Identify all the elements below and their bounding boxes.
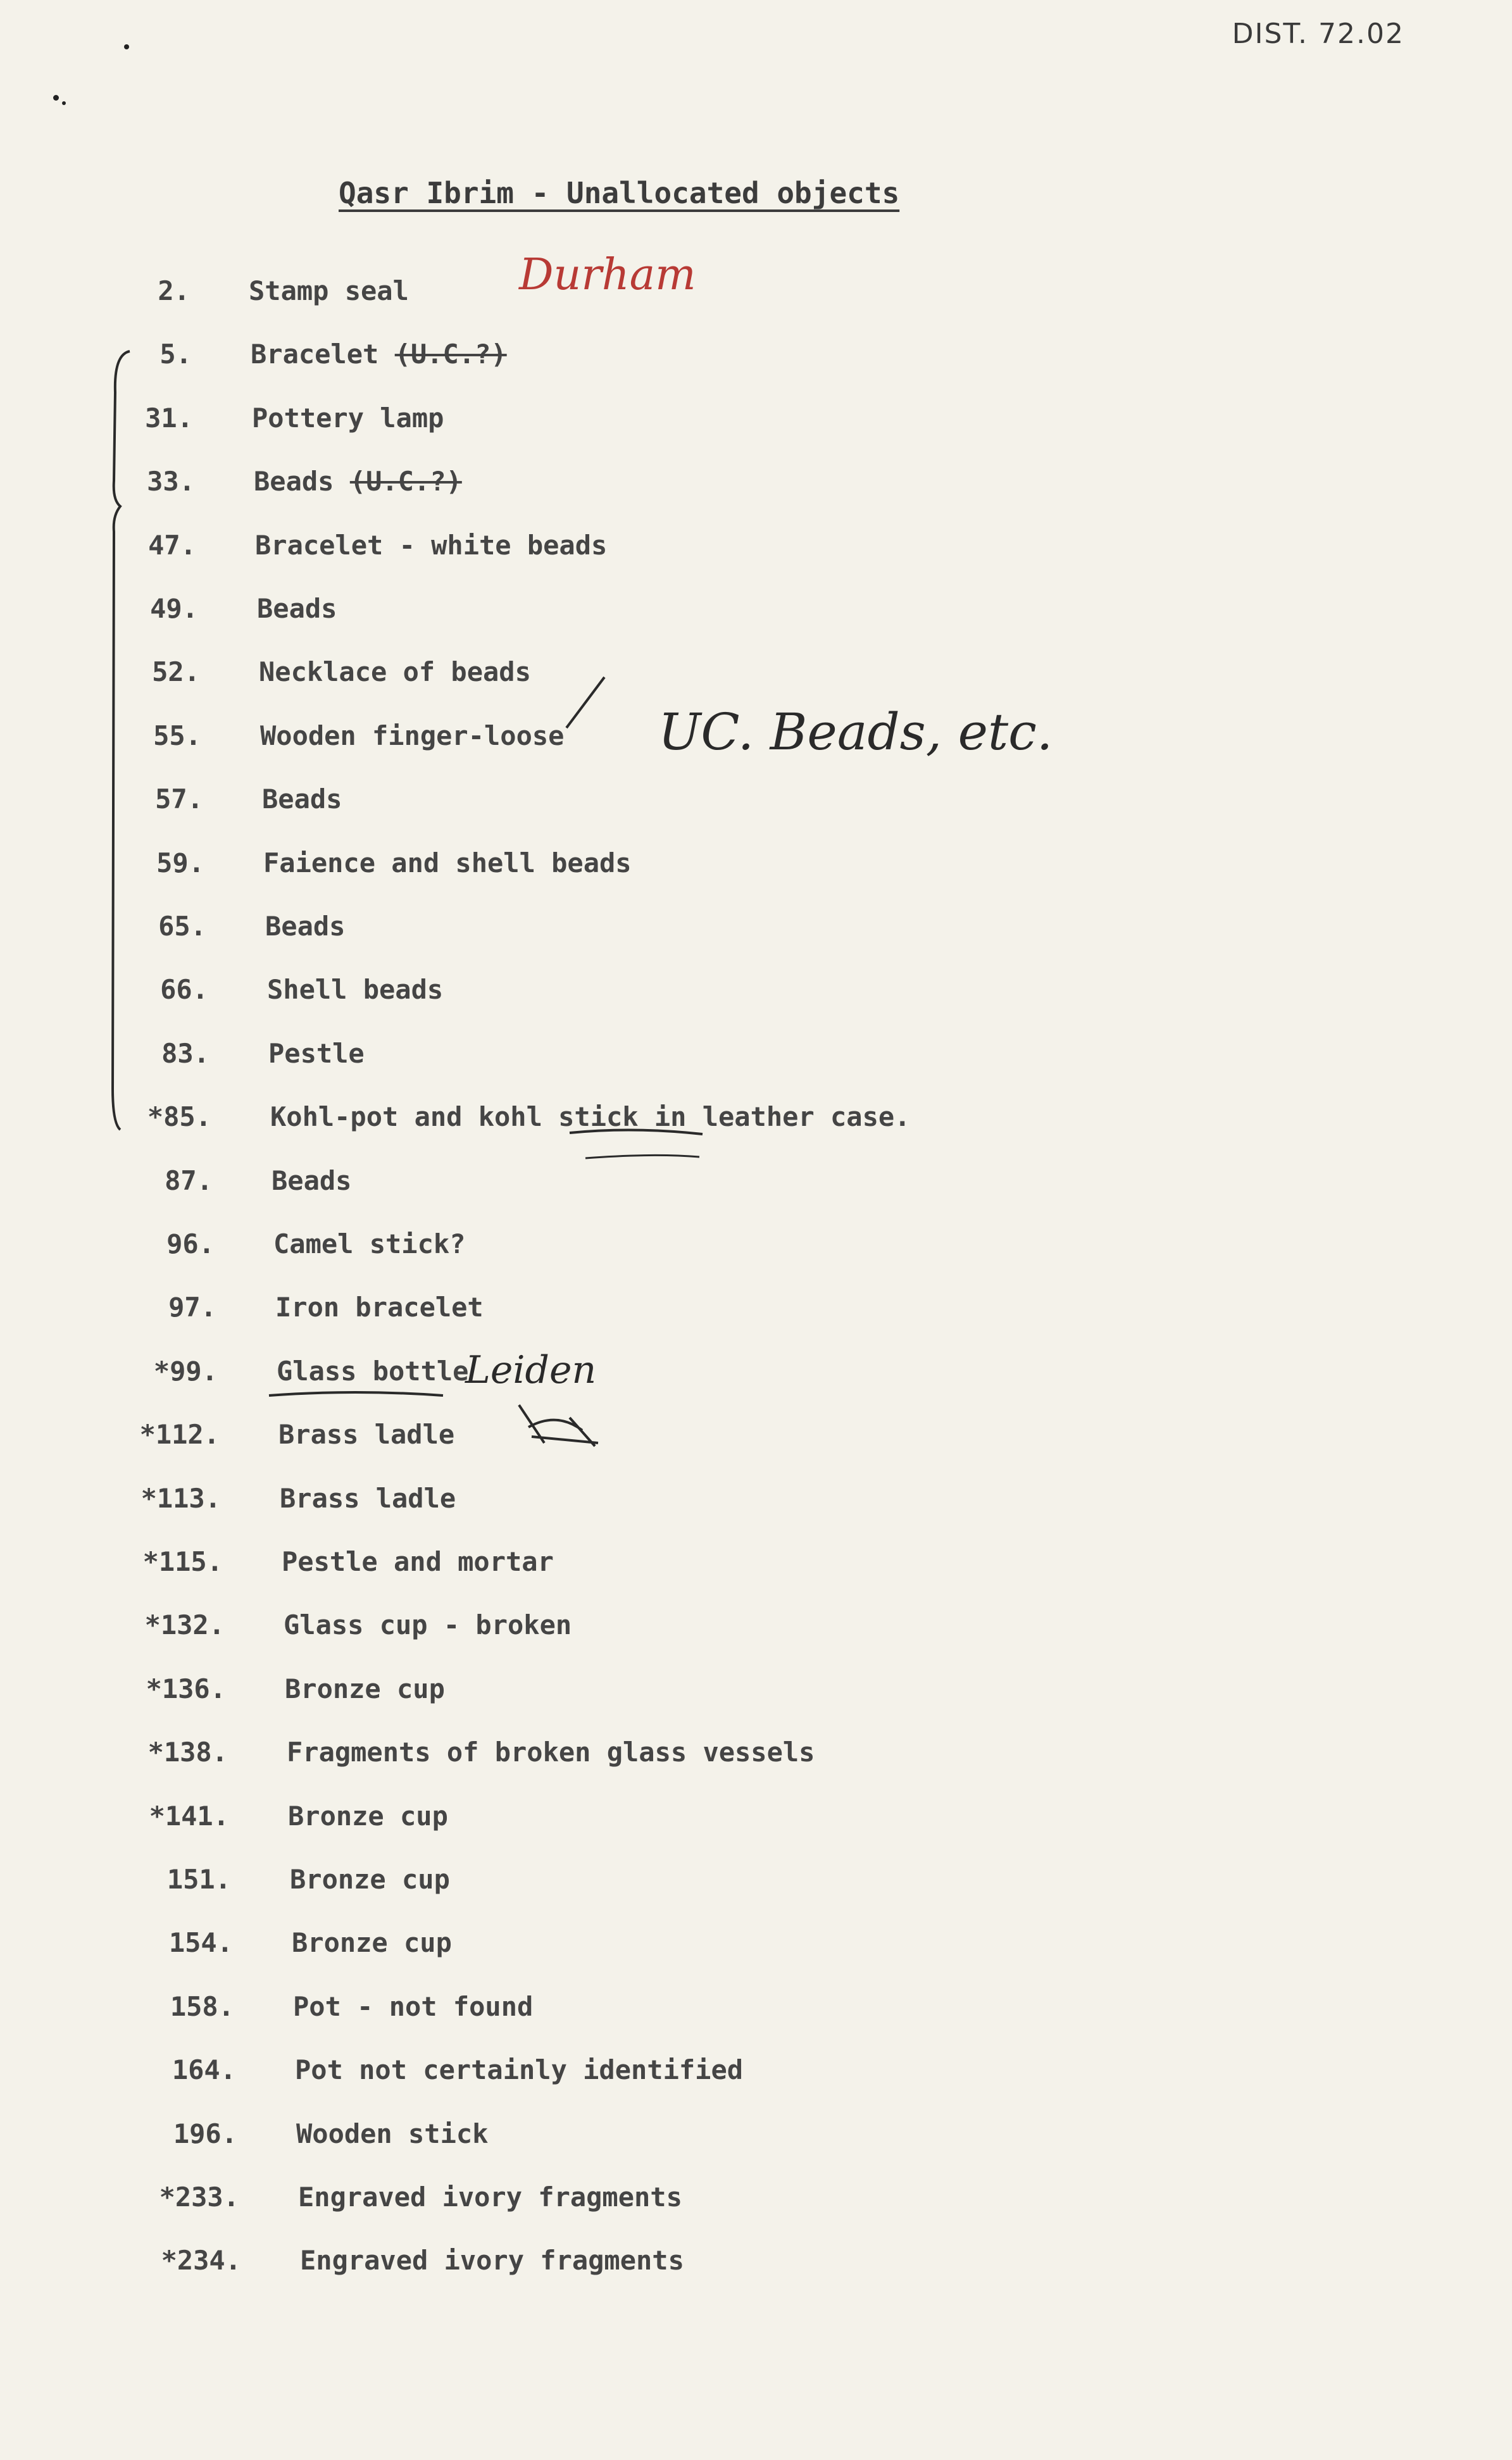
item-number: 55. [153, 720, 201, 751]
item-number: *136. [146, 1673, 226, 1704]
underline-mark [269, 1392, 443, 1395]
handwritten-note-leiden: Leiden [465, 1348, 597, 1392]
paper-speck [124, 44, 129, 49]
item-description: Pestle [268, 1037, 365, 1069]
item-description: Pestle and mortar [282, 1546, 554, 1577]
item-number: *85. [147, 1101, 211, 1133]
item-description: Pot - not found [293, 1990, 534, 2022]
item-number: 47. [148, 529, 196, 561]
item-description: Beads [257, 593, 337, 624]
item-description: Engraved ivory fragments [300, 2245, 684, 2276]
item-number: *132. [144, 1609, 225, 1641]
item-number: *99. [153, 1355, 218, 1387]
item-number: 49. [150, 593, 198, 624]
item-description: Stamp seal [249, 275, 409, 306]
item-description: Beads [254, 466, 334, 497]
scribble-mark [519, 1405, 598, 1446]
item-number: 2. [158, 275, 190, 306]
page-title: Qasr Ibrim - Unallocated objects [339, 176, 900, 210]
item-description: Shell beads [267, 974, 444, 1006]
item-description: Glass cup - broken [284, 1609, 572, 1641]
paper-speck [62, 101, 66, 105]
item-description: Fragments of broken glass vessels [287, 1737, 815, 1768]
item-description: Iron bracelet [275, 1292, 484, 1323]
item-description: Bronze cup [290, 1864, 450, 1895]
tick-mark [566, 677, 604, 728]
item-number: *112. [139, 1419, 220, 1451]
item-description: Kohl-pot and kohl stick in leather case. [270, 1101, 911, 1133]
item-description: Bracelet - white beads [255, 529, 608, 561]
item-number: 196. [173, 2118, 237, 2149]
item-description: Pot not certainly identified [295, 2054, 744, 2086]
item-description: Necklace of beads [259, 656, 531, 688]
item-number: 83. [161, 1037, 209, 1069]
archive-reference: DIST. 72.02 [1232, 18, 1404, 50]
item-number: 164. [172, 2054, 236, 2086]
item-number: 87. [165, 1164, 213, 1196]
item-description: Wooden stick [296, 2118, 489, 2149]
paper-speck [53, 95, 59, 101]
item-description: Engraved ivory fragments [298, 2182, 682, 2213]
item-description: Bronze cup [288, 1800, 448, 1832]
item-number: 5. [159, 339, 192, 370]
item-description: Beads [272, 1164, 352, 1196]
item-number: 57. [155, 784, 203, 815]
item-description: Bronze cup [292, 1927, 452, 1959]
handwritten-note-uc-beads: UC. Beads, etc. [658, 702, 1053, 761]
item-number: 59. [156, 847, 204, 878]
item-description: Camel stick? [273, 1228, 466, 1259]
item-number: *138. [147, 1737, 228, 1768]
item-description: Brass ladle [278, 1419, 455, 1451]
handwritten-note-durham: Durham [519, 250, 696, 300]
item-number: *234. [161, 2245, 241, 2276]
item-description: Brass ladle [280, 1482, 456, 1514]
item-number: 97. [168, 1292, 216, 1323]
item-description: Bracelet [251, 339, 379, 370]
underline-mark [585, 1155, 699, 1158]
item-description: Bronze cup [285, 1673, 445, 1704]
item-number: 52. [152, 656, 200, 688]
item-number: 154. [168, 1927, 233, 1959]
item-number: 158. [170, 1990, 234, 2022]
item-number: *115. [142, 1546, 223, 1577]
struck-through-text: (U.C.?) [349, 466, 462, 497]
item-description: Faience and shell beads [263, 847, 632, 878]
item-number: 96. [166, 1228, 215, 1259]
item-description: Beads [265, 911, 346, 942]
item-description: Wooden finger-loose [260, 720, 565, 751]
item-number: *113. [141, 1482, 221, 1514]
item-number: *141. [149, 1800, 229, 1832]
item-description: Pottery lamp [252, 402, 444, 434]
item-number: 65. [158, 911, 206, 942]
item-description: Glass bottle [277, 1355, 469, 1387]
item-number: 31. [145, 402, 193, 434]
struck-through-text: (U.C.?) [394, 339, 507, 370]
item-number: *233. [159, 2182, 239, 2213]
item-number: 33. [147, 466, 195, 497]
item-number: 151. [166, 1864, 231, 1895]
item-number: 66. [160, 974, 208, 1006]
item-description: Beads [262, 784, 342, 815]
